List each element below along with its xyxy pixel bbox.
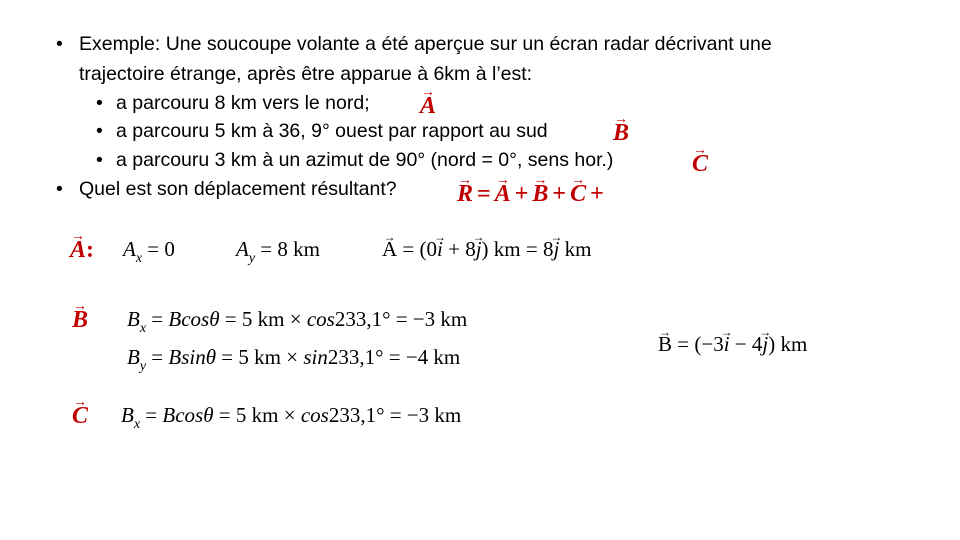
vector-c-label: → C	[692, 150, 708, 178]
vector-c-heading: → C	[72, 402, 88, 430]
example-text: Exemple: Une soucoupe volante a été aperçue sur un écran radar décrivant une	[79, 33, 772, 55]
b-vector-expression: → B = (−3→ i − 4→ j) km	[658, 331, 807, 357]
vector-a-label: → A	[420, 92, 436, 120]
sub-bullet-north: a parcouru 8 km vers le nord;	[116, 92, 370, 114]
c-x-component: $B_x = Bcos\theta = 5$ km × cos233,1° = −3 km	[121, 403, 462, 432]
sub-bullet-marker: •	[96, 92, 103, 114]
resultant-equation: → R =→ A +→ B +→ C +	[457, 180, 608, 208]
example-text-continued: trajectoire étrange, après être apparue à 6km à l’est:	[79, 63, 533, 85]
sub-bullet-southwest: a parcouru 5 km à 36, 9° ouest par rapport au sud	[116, 120, 548, 142]
sub-bullet-east: a parcouru 3 km à un azimut de 90° (nord = 0°, sens hor.)	[116, 149, 614, 171]
sub-bullet-marker: •	[96, 120, 103, 142]
a-vector-expression: → A = (0→ i + 8→ j) km = 8→ j km	[382, 236, 591, 262]
b-y-component: $B_y = Bsin\theta = 5$ km × sin233,1° = −4 km	[127, 345, 461, 374]
a-x-component: $A_x = 0$	[123, 237, 175, 266]
bullet-marker: •	[56, 178, 63, 200]
bullet-marker: •	[56, 33, 63, 55]
b-x-component: $B_x = Bcos\theta = 5$ km × cos233,1° = −3 km	[127, 307, 468, 336]
a-y-component: $A_y = 8$ km	[236, 237, 320, 266]
vector-b-heading: → B	[72, 306, 88, 334]
vector-b-label: → B	[613, 119, 629, 147]
sub-bullet-marker: •	[96, 149, 103, 171]
question-text: Quel est son déplacement résultant?	[79, 178, 397, 200]
vector-a-heading: → A:	[70, 236, 94, 264]
